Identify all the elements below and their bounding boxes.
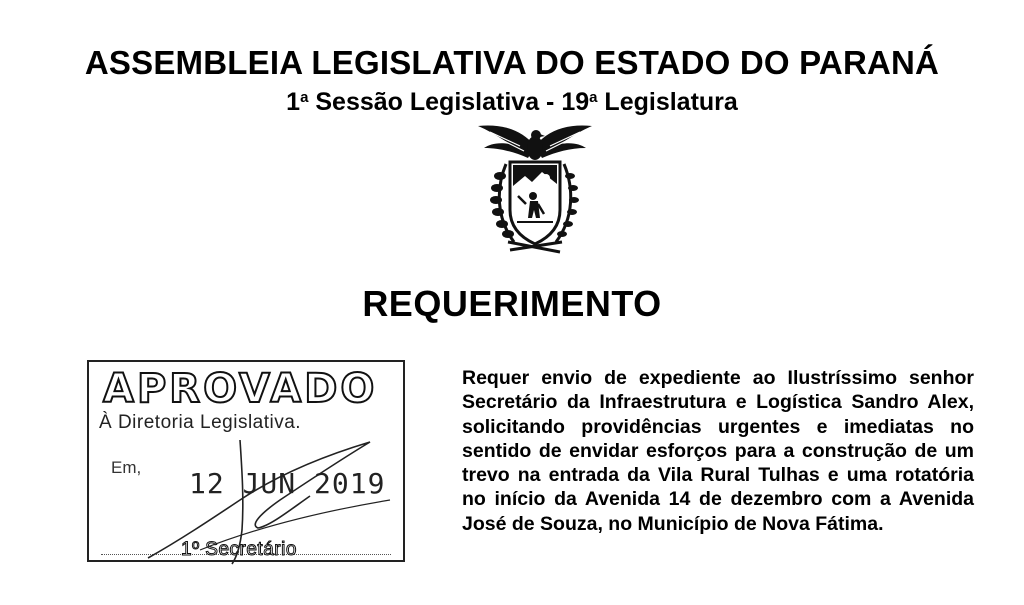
document-type-heading: REQUERIMENTO [362, 283, 662, 324]
stamp-date: 12 JUN 2019 [189, 467, 386, 500]
header-title: ASSEMBLEIA LEGISLATIVA DO ESTADO DO PARANÁ [84, 44, 940, 81]
session-number: 1 [286, 88, 301, 116]
stamp-date-prefix: Em, [111, 458, 142, 477]
approval-stamp [87, 360, 405, 562]
legislature-ordinal: a [589, 89, 598, 106]
stamp-destination: À Diretoria Legislativa. [99, 412, 302, 433]
stamp-status: APROVADO [103, 366, 378, 412]
request-body-text: Requer envio de expediente ao Ilustríssimo senhor Secretário da Infraestrutura e Logística Sandro Alex, solicitando providências urgentes e imediatas no sentido de envidar esforços para a construção de um trevo na entrada da Vila Rural Tulhas e uma rotatória no início da Avenida 14 de dezembro com a Avenida José de Souza, no Município de Nova Fátima. [462, 367, 974, 535]
header-subtitle [0, 88, 1024, 117]
state-coat-of-arms-icon [470, 118, 600, 268]
session-ordinal: a [300, 89, 309, 106]
stamp-signatory: 1º Secretário [181, 539, 297, 560]
legislature-number: 19 [561, 88, 590, 116]
session-text: Sessão Legislativa - [308, 88, 562, 116]
legislature-text: Legislatura [597, 88, 738, 116]
